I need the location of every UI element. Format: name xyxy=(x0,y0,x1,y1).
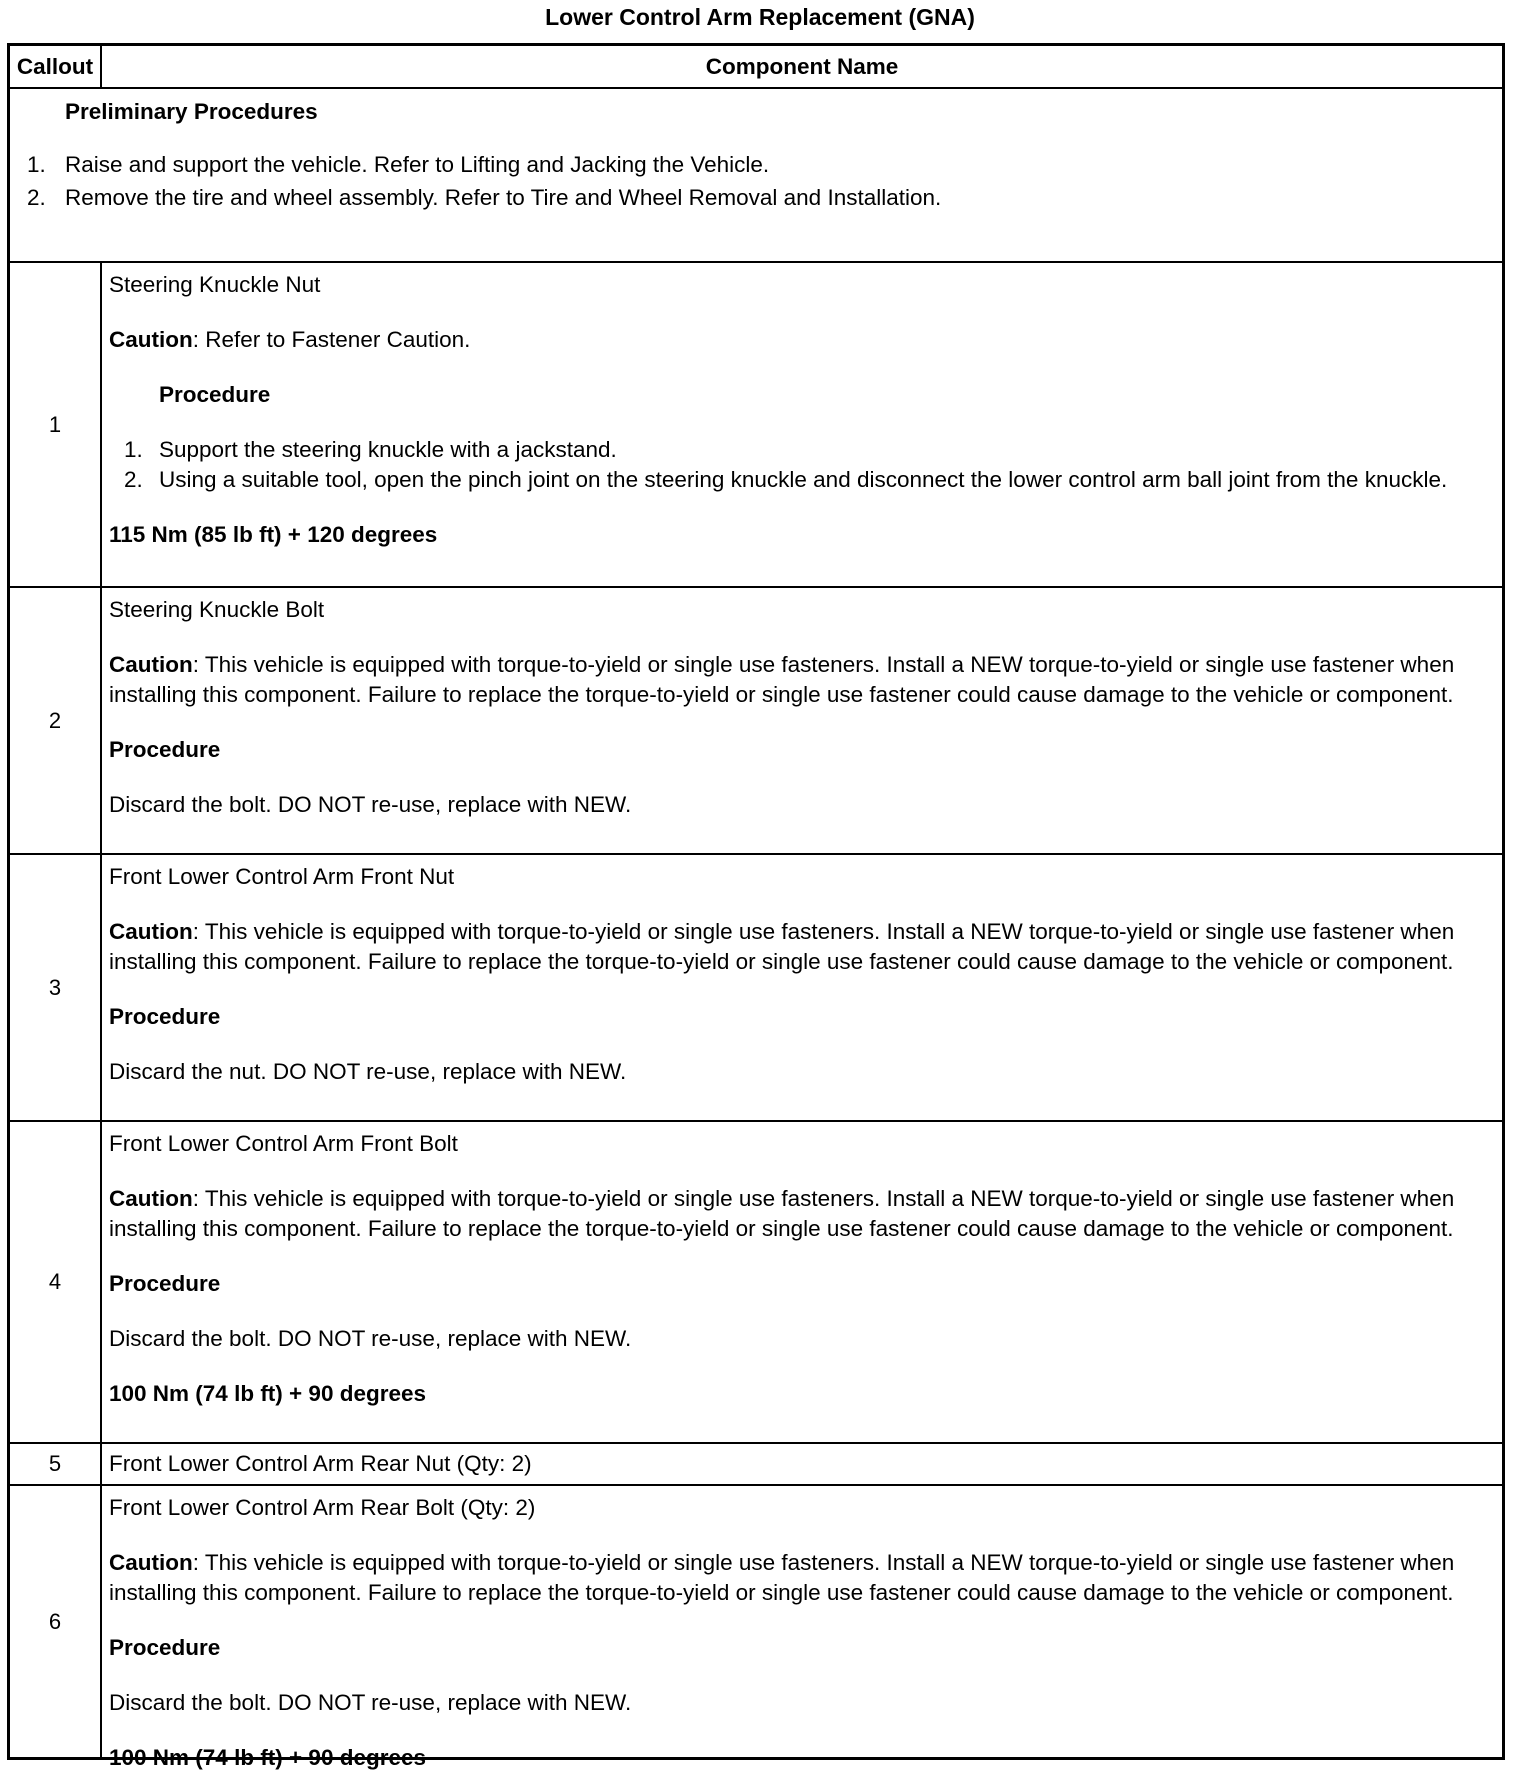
callout-number: 6 xyxy=(10,1486,102,1757)
step-number: 2. xyxy=(124,467,143,492)
torque-spec: 100 Nm (74 lb ft) + 90 degrees xyxy=(109,1381,427,1406)
caution-label: Caution xyxy=(109,1186,193,1211)
page-title: Lower Control Arm Replacement (GNA) xyxy=(545,4,975,30)
step-number: 1. xyxy=(27,152,46,177)
caution-text: : This vehicle is equipped with torque-to-yield or single use fasteners. Install a NEW torque-to-yield or single use fastener when installing this component. Failure to replace the torque-to-yield or single use fastener could cause damage to the vehicle or component. xyxy=(109,652,1455,707)
step-text: Using a suitable tool, open the pinch joint on the steering knuckle and disconnect the lower control arm ball joint from the knuckle. xyxy=(159,467,1448,492)
component-table xyxy=(7,43,1505,1770)
preliminary-step xyxy=(10,181,1502,214)
step-text: Support the steering knuckle with a jackstand. xyxy=(159,437,617,462)
preliminary-step xyxy=(10,148,1502,181)
callout-number: 4 xyxy=(10,1122,102,1442)
component-name: Front Lower Control Arm Rear Nut (Qty: 2) xyxy=(109,1451,532,1476)
caution-label: Caution xyxy=(109,1550,193,1575)
procedure-label: Procedure xyxy=(109,737,221,762)
caution-text: : This vehicle is equipped with torque-to-yield or single use fasteners. Install a NEW torque-to-yield or single use fastener when installing this component. Failure to replace the torque-to-yield or single use fastener could cause damage to the vehicle or component. xyxy=(109,1186,1455,1241)
table-row xyxy=(10,1122,1502,1444)
procedure-step xyxy=(109,435,1494,465)
procedure-step xyxy=(109,465,1494,495)
table-row xyxy=(10,263,1502,588)
procedure-label: Procedure xyxy=(159,382,271,407)
caution-note xyxy=(109,650,1494,710)
header-callout: Callout xyxy=(10,46,102,87)
procedure-text: Discard the bolt. DO NOT re-use, replace with NEW. xyxy=(109,1690,632,1715)
preliminary-row xyxy=(10,89,1502,263)
caution-label: Caution xyxy=(109,327,193,352)
caution-label: Caution xyxy=(109,652,193,677)
procedure-text: Discard the nut. DO NOT re-use, replace with NEW. xyxy=(109,1059,627,1084)
table-header-row xyxy=(10,46,1502,89)
caution-text: : This vehicle is equipped with torque-to-yield or single use fasteners. Install a NEW torque-to-yield or single use fastener when installing this component. Failure to replace the torque-to-yield or single use fastener could cause damage to the vehicle or component. xyxy=(109,919,1455,974)
procedure-label: Procedure xyxy=(109,1635,221,1660)
component-name: Front Lower Control Arm Rear Bolt (Qty: 2) xyxy=(109,1495,536,1520)
step-text: Raise and support the vehicle. Refer to Lifting and Jacking the Vehicle. xyxy=(65,152,770,177)
caution-label: Caution xyxy=(109,919,193,944)
callout-number: 5 xyxy=(10,1444,102,1484)
caution-note xyxy=(109,1184,1494,1244)
table-row xyxy=(10,588,1502,855)
callout-number: 3 xyxy=(10,855,102,1120)
table-row xyxy=(10,1444,1502,1486)
caution-text: : Refer to Fastener Caution. xyxy=(192,327,471,352)
header-component-name: Component Name xyxy=(705,53,899,79)
caution-text: : This vehicle is equipped with torque-to-yield or single use fasteners. Install a NEW torque-to-yield or single use fastener when installing this component. Failure to replace the torque-to-yield or single use fastener could cause damage to the vehicle or component. xyxy=(109,1550,1455,1605)
caution-note xyxy=(109,1548,1494,1608)
table-row xyxy=(10,1486,1502,1770)
table-row xyxy=(10,855,1502,1122)
procedure-text: Discard the bolt. DO NOT re-use, replace with NEW. xyxy=(109,1326,632,1351)
torque-spec: 115 Nm (85 lb ft) + 120 degrees xyxy=(109,522,438,547)
caution-note xyxy=(109,917,1494,977)
torque-spec: 100 Nm (74 lb ft) + 90 degrees xyxy=(109,1745,427,1770)
component-name: Steering Knuckle Nut xyxy=(109,272,321,297)
component-name: Steering Knuckle Bolt xyxy=(109,597,325,622)
callout-number: 2 xyxy=(10,588,102,853)
preliminary-heading: Preliminary Procedures xyxy=(65,99,318,124)
caution-note xyxy=(109,325,1494,355)
step-text: Remove the tire and wheel assembly. Refer to Tire and Wheel Removal and Installation. xyxy=(65,185,942,210)
procedure-label: Procedure xyxy=(109,1004,221,1029)
step-number: 2. xyxy=(27,185,46,210)
callout-number: 1 xyxy=(10,263,102,586)
component-name: Front Lower Control Arm Front Bolt xyxy=(109,1131,458,1156)
procedure-label: Procedure xyxy=(109,1271,221,1296)
step-number: 1. xyxy=(124,437,143,462)
procedure-text: Discard the bolt. DO NOT re-use, replace with NEW. xyxy=(109,792,632,817)
component-name: Front Lower Control Arm Front Nut xyxy=(109,864,455,889)
